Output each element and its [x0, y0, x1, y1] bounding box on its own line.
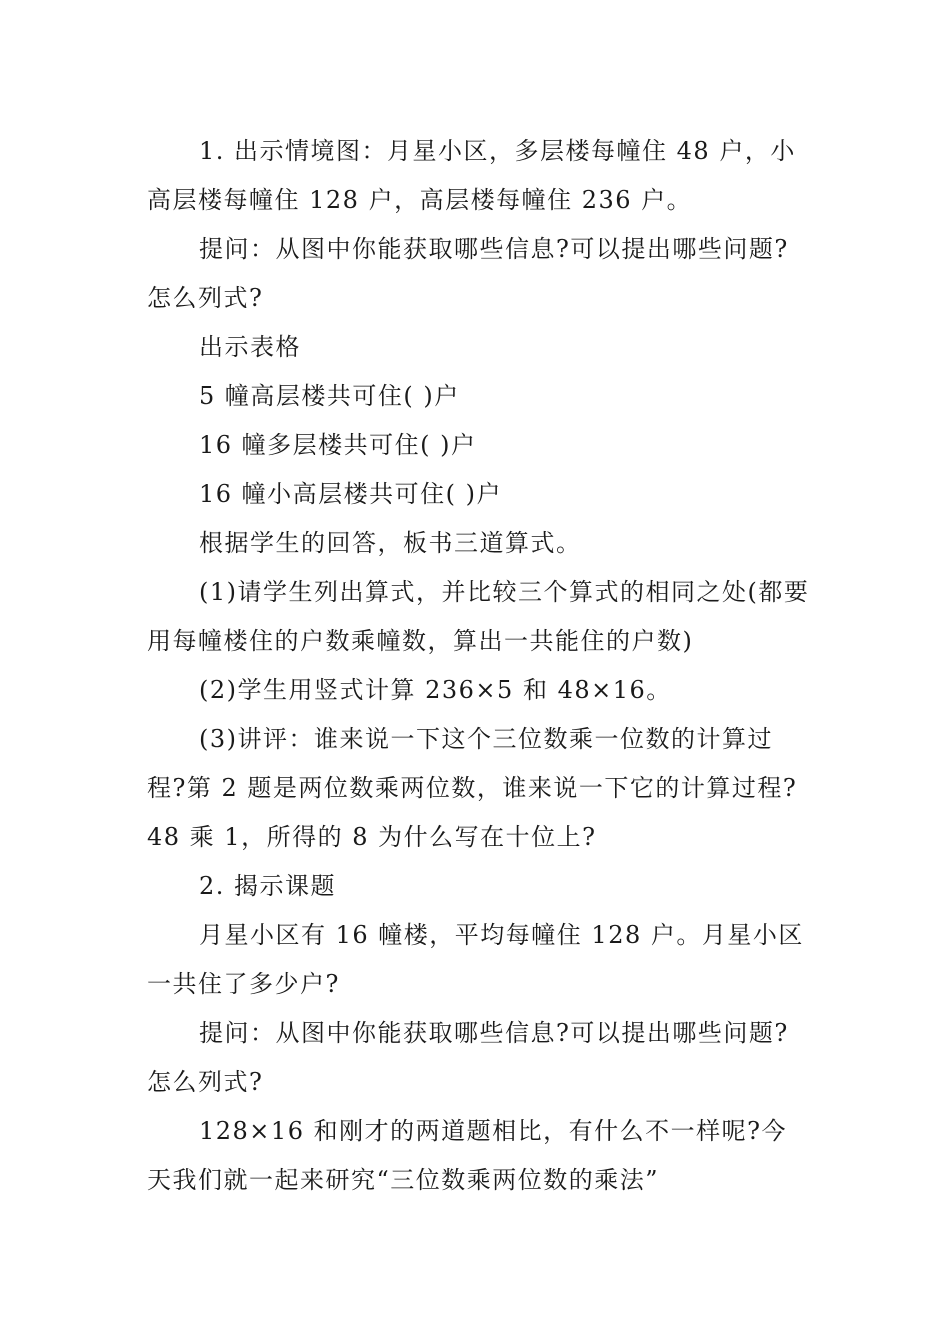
- paragraph-table-row-2: 16 幢多层楼共可住( )户: [199, 431, 477, 459]
- paragraph-step-1: (1)请学生列出算式，并比较三个算式的相同之处(都要用每幢楼住的户数乘幢数，算出一共能住的户数): [147, 578, 810, 655]
- paragraph-question-2: 提问：从图中你能获取哪些信息?可以提出哪些问题?怎么列式?: [147, 1019, 789, 1096]
- paragraph-problem: 月星小区有 16 幢楼，平均每幢住 128 户。月星小区一共住了多少户?: [147, 921, 804, 998]
- paragraph-topic-intro: 128×16 和刚才的两道题相比，有什么不一样呢?今天我们就一起来研究“三位数乘两位数的乘法”: [147, 1117, 787, 1194]
- paragraph-reveal-topic: 2. 揭示课题: [199, 872, 337, 900]
- paragraph-table-row-3: 16 幢小高层楼共可住( )户: [199, 480, 503, 508]
- document-body: [147, 127, 812, 1205]
- paragraph-show-table: 出示表格: [199, 333, 301, 361]
- paragraph-step-3: (3)讲评：谁来说一下这个三位数乘一位数的计算过程?第 2 题是两位数乘两位数，谁来说一下它的计算过程?48 乘 1，所得的 8 为什么写在十位上?: [147, 725, 798, 851]
- paragraph-table-row-1: 5 幢高层楼共可住( )户: [199, 382, 460, 410]
- paragraph-board-writing: 根据学生的回答，板书三道算式。: [199, 529, 582, 557]
- paragraph-question-1: 提问：从图中你能获取哪些信息?可以提出哪些问题?怎么列式?: [147, 235, 789, 312]
- paragraph-step-2: (2)学生用竖式计算 236×5 和 48×16。: [199, 676, 672, 704]
- paragraph-situation-intro: 1. 出示情境图：月星小区，多层楼每幢住 48 户，小高层楼每幢住 128 户，高层楼每幢住 236 户。: [147, 137, 796, 214]
